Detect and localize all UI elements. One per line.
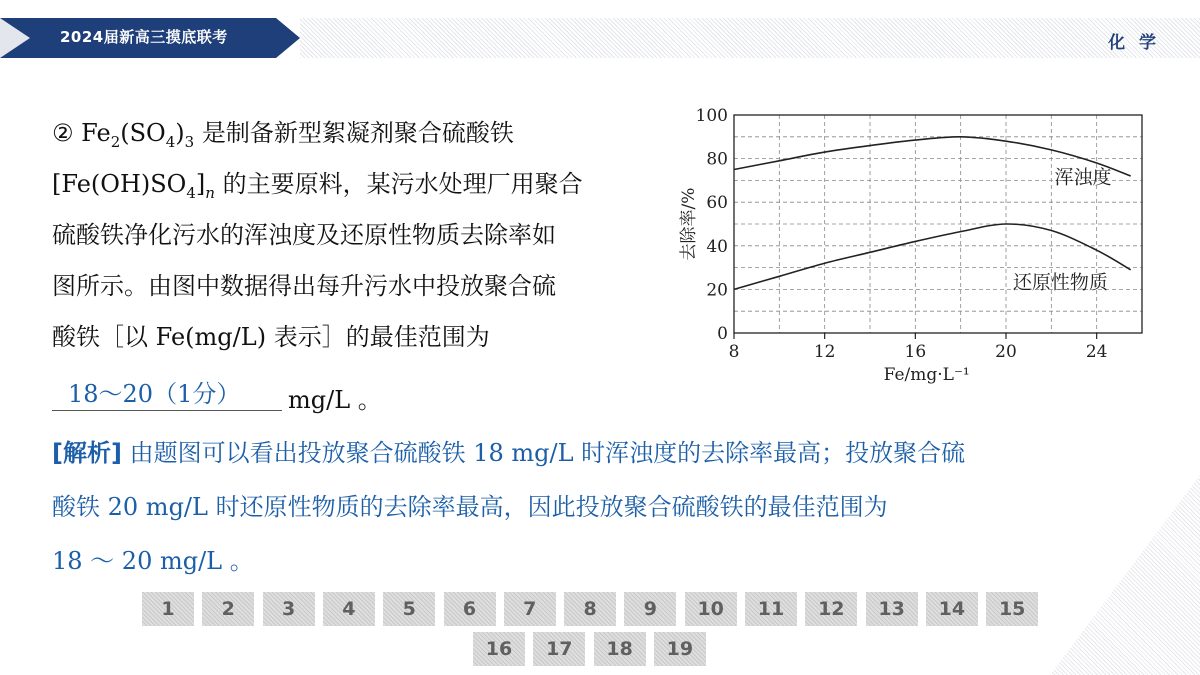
page-button-14[interactable]: 14 — [926, 592, 978, 626]
page-button-19[interactable]: 19 — [654, 632, 706, 666]
y-tick-label: 20 — [706, 280, 728, 301]
y-axis-label: 去除率/% — [679, 187, 699, 261]
subject-label: 化 学 — [1108, 33, 1160, 53]
analysis-line-1: [解析] 由题图可以看出投放聚合硫酸铁 18 mg/L 时浑浊度的去除率最高；投放聚合硫 — [52, 439, 966, 467]
x-tick-label: 12 — [813, 342, 836, 362]
question-line-5: 酸铁［以 Fe(mg/L) 表示］的最佳范围为 — [52, 323, 490, 351]
x-tick-label: 16 — [904, 342, 927, 362]
page-button-8[interactable]: 8 — [564, 592, 616, 626]
answer-text: 18～20（1分） — [68, 380, 241, 408]
x-tick-label: 24 — [1085, 342, 1108, 362]
question-line-4: 图所示。由图中数据得出每升污水中投放聚合硫 — [52, 272, 556, 300]
page-button-5[interactable]: 5 — [383, 592, 435, 626]
x-tick-label: 20 — [995, 342, 1017, 362]
y-tick-label: 40 — [706, 236, 728, 257]
header-bar — [0, 0, 1200, 72]
analysis-text — [52, 426, 1152, 588]
header-hatch-decoration — [300, 18, 1200, 58]
page-button-16[interactable]: 16 — [473, 632, 525, 666]
page-button-11[interactable]: 11 — [745, 592, 797, 626]
question-line-2: $[Fe(OH)SO_4]_n$ 的主要原料，某污水处理厂用聚合 — [52, 170, 583, 202]
answer-unit: mg/L 。 — [288, 386, 382, 414]
question-line-3: 硫酸铁净化污水的浑浊度及还原性物质去除率如 — [52, 221, 556, 249]
question-text — [52, 108, 672, 363]
analysis-tag: [解析] — [52, 439, 122, 467]
analysis-line-3: 18 ～ 20 mg/L 。 — [52, 547, 254, 575]
question-line-1: ② $Fe_2(SO_4)_3$ 是制备新型絮凝剂聚合硫酸铁 — [52, 119, 514, 151]
exam-title: 2024届新高三摸底联考 — [60, 28, 228, 46]
page-button-3[interactable]: 3 — [263, 592, 315, 626]
page-button-9[interactable]: 9 — [624, 592, 676, 626]
page-button-6[interactable]: 6 — [444, 592, 496, 626]
page-navigation — [0, 592, 1200, 672]
page-button-7[interactable]: 7 — [504, 592, 556, 626]
y-tick-label: 0 — [717, 324, 728, 344]
removal-rate-chart — [672, 98, 1162, 390]
x-axis-label: Fe/mg·L⁻¹ — [883, 365, 970, 385]
page-button-4[interactable]: 4 — [323, 592, 375, 626]
x-tick-label: 8 — [728, 342, 740, 362]
y-tick-label: 100 — [695, 106, 728, 126]
page-button-12[interactable]: 12 — [805, 592, 857, 626]
analysis-line-2: 酸铁 20 mg/L 时还原性物质的去除率最高，因此投放聚合硫酸铁的最佳范围为 — [52, 493, 888, 521]
y-tick-label: 60 — [706, 193, 728, 214]
page-button-1[interactable]: 1 — [142, 592, 194, 626]
page-button-15[interactable]: 15 — [986, 592, 1038, 626]
page-button-2[interactable]: 2 — [202, 592, 254, 626]
page-button-13[interactable]: 13 — [866, 592, 918, 626]
page-button-18[interactable]: 18 — [594, 632, 646, 666]
series-label-1: 浑浊度 — [1054, 166, 1112, 189]
answer-blank — [52, 376, 282, 411]
y-tick-label: 80 — [706, 149, 728, 170]
page-button-17[interactable]: 17 — [533, 632, 585, 666]
page-button-10[interactable]: 10 — [685, 592, 737, 626]
series-label-2: 还原性物质 — [1012, 271, 1108, 294]
